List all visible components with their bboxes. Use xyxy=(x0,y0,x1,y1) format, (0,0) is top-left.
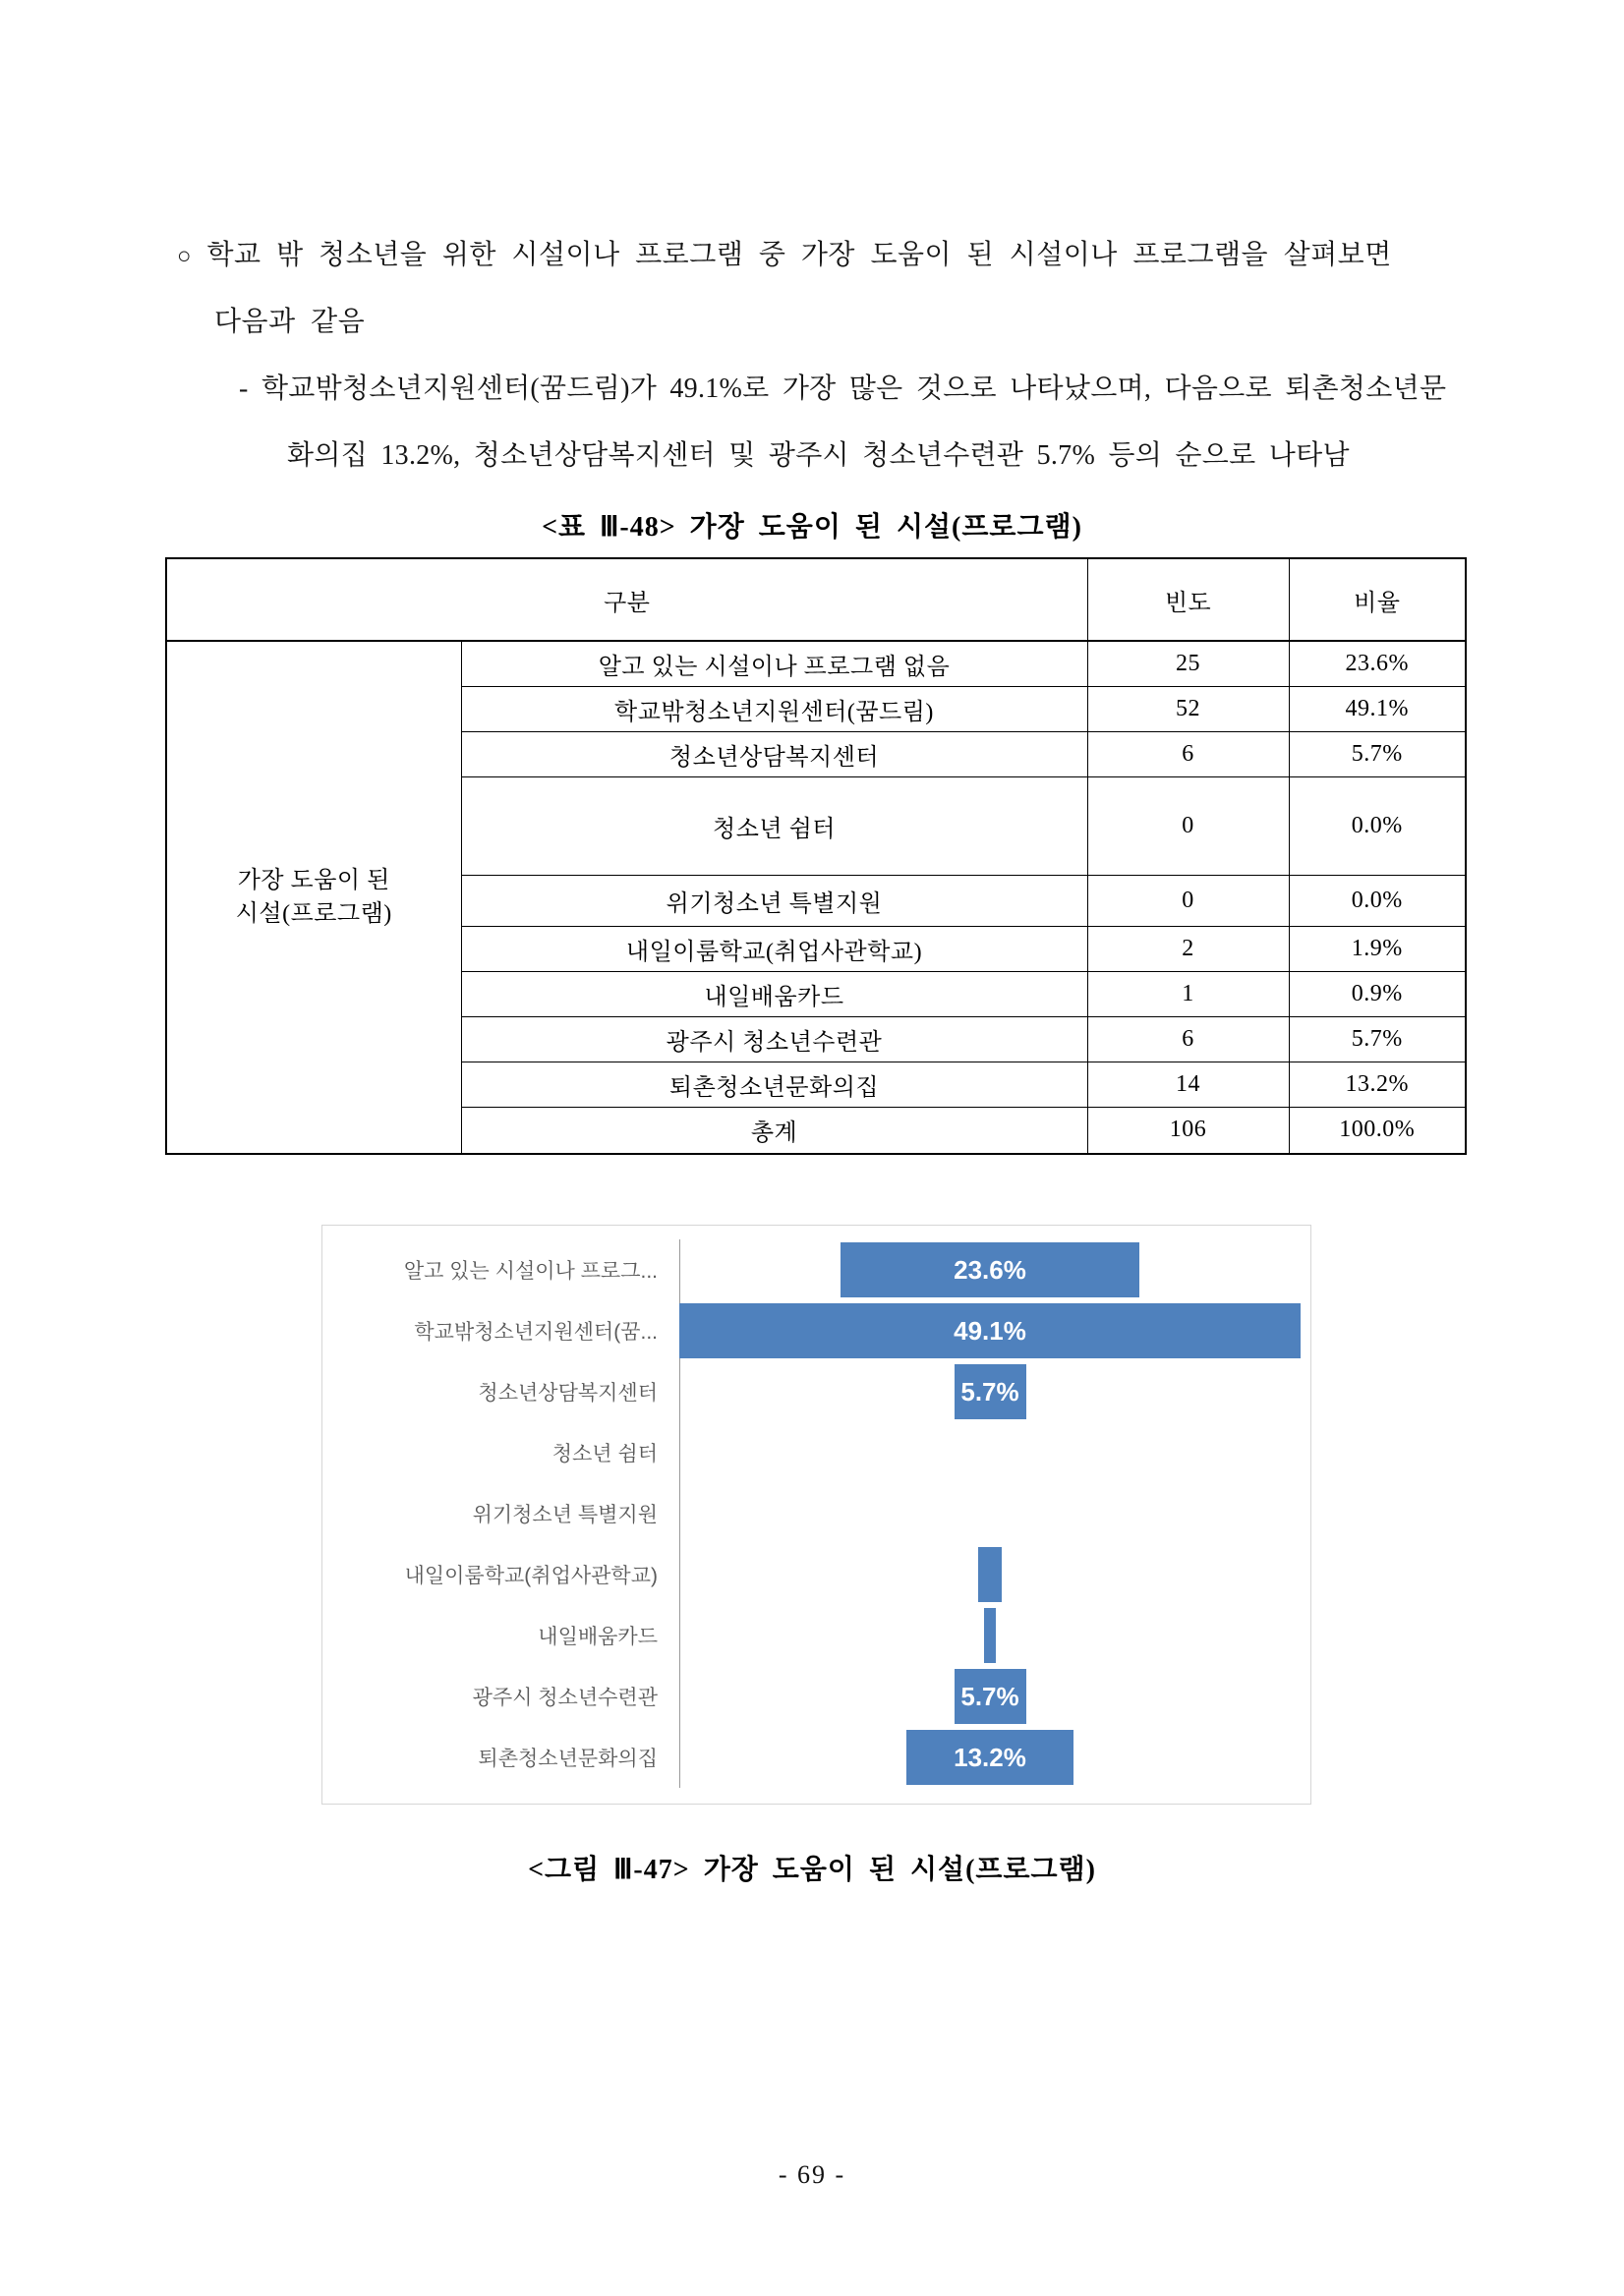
cell-ratio: 5.7% xyxy=(1289,731,1466,776)
chart-bar: 49.1% xyxy=(679,1303,1301,1358)
chart-bar: 23.6% xyxy=(841,1242,1139,1297)
cell-item: 알고 있는 시설이나 프로그램 없음 xyxy=(461,641,1087,686)
bar-chart xyxy=(321,1225,1311,1805)
cell-item: 내일이룸학교(취업사관학교) xyxy=(461,926,1087,971)
chart-bar: 5.7% xyxy=(955,1669,1026,1724)
intro-text-line-1: 학교 밖 청소년을 위한 시설이나 프로그램 중 가장 도움이 된 시설이나 프로그램을 살펴보면 xyxy=(206,240,1392,270)
chart-row xyxy=(322,1361,1310,1422)
chart-bar-area xyxy=(679,1727,1301,1788)
chart-bar-area xyxy=(679,1361,1301,1422)
cell-freq: 1 xyxy=(1087,971,1289,1016)
cell-freq: 25 xyxy=(1087,641,1289,686)
chart-category-label: 내일배움카드 xyxy=(538,1626,658,1648)
dash-icon: - xyxy=(239,373,249,404)
cell-ratio: 0.0% xyxy=(1289,776,1466,875)
intro-sub-line-1 xyxy=(239,370,1446,409)
header-freq: 빈도 xyxy=(1087,558,1289,641)
cell-freq: 6 xyxy=(1087,1016,1289,1062)
chart-row xyxy=(322,1422,1310,1483)
intro-bullet-line-2 xyxy=(214,303,365,342)
chart-bar-area xyxy=(679,1239,1301,1300)
cell-ratio: 0.0% xyxy=(1289,875,1466,926)
data-table xyxy=(165,557,1467,1155)
chart-category-label: 내일이룸학교(취업사관학교) xyxy=(404,1565,658,1587)
chart-row xyxy=(322,1544,1310,1605)
header-category: 구분 xyxy=(166,558,1087,641)
chart-category-label: 알고 있는 시설이나 프로그... xyxy=(403,1260,658,1283)
chart-bar: 5.7% xyxy=(955,1364,1026,1419)
chart-bar-area xyxy=(679,1544,1301,1605)
chart-bar-area xyxy=(679,1300,1301,1361)
cell-freq: 14 xyxy=(1087,1062,1289,1107)
cell-ratio: 13.2% xyxy=(1289,1062,1466,1107)
chart-row xyxy=(322,1605,1310,1666)
chart-bar: 13.2% xyxy=(906,1730,1073,1785)
cell-freq: 106 xyxy=(1087,1107,1289,1154)
intro-bullet-line-1 xyxy=(177,236,1392,276)
intro-sub-text-line-2: 화의집 13.2%, 청소년상담복지센터 및 광주시 청소년수련관 5.7% 등의 순으로 나타남 xyxy=(287,440,1350,471)
cell-item: 위기청소년 특별지원 xyxy=(461,875,1087,926)
cell-freq: 6 xyxy=(1087,731,1289,776)
cell-item: 청소년 쉼터 xyxy=(461,776,1087,875)
table-row xyxy=(166,641,1466,686)
chart-category-label: 위기청소년 특별지원 xyxy=(472,1504,658,1526)
intro-sub-line-2 xyxy=(287,436,1350,476)
table-title: <표 Ⅲ-48> 가장 도움이 된 시설(프로그램) xyxy=(542,512,1082,543)
chart-bar-area xyxy=(679,1605,1301,1666)
cell-freq: 2 xyxy=(1087,926,1289,971)
chart-category-label: 청소년 쉼터 xyxy=(551,1443,658,1465)
cell-item: 학교밖청소년지원센터(꿈드림) xyxy=(461,686,1087,731)
cell-item: 청소년상담복지센터 xyxy=(461,731,1087,776)
chart-row xyxy=(322,1300,1310,1361)
page-number: - 69 - xyxy=(778,2160,846,2189)
intro-sub-text-line-1: 학교밖청소년지원센터(꿈드림)가 49.1%로 가장 많은 것으로 나타났으며, 다음으로 퇴촌청소년문 xyxy=(261,373,1447,404)
cell-freq: 0 xyxy=(1087,776,1289,875)
cell-item: 내일배움카드 xyxy=(461,971,1087,1016)
cell-item: 퇴촌청소년문화의집 xyxy=(461,1062,1087,1107)
cell-item: 광주시 청소년수련관 xyxy=(461,1016,1087,1062)
chart-bar-area xyxy=(679,1422,1301,1483)
chart-row xyxy=(322,1239,1310,1300)
cell-ratio: 49.1% xyxy=(1289,686,1466,731)
cell-ratio: 5.7% xyxy=(1289,1016,1466,1062)
bullet-circle-icon: ○ xyxy=(177,244,192,269)
cell-ratio: 100.0% xyxy=(1289,1107,1466,1154)
cell-ratio: 0.9% xyxy=(1289,971,1466,1016)
chart-row xyxy=(322,1483,1310,1544)
cell-item: 총계 xyxy=(461,1107,1087,1154)
figure-caption: <그림 Ⅲ-47> 가장 도움이 된 시설(프로그램) xyxy=(528,1855,1096,1885)
cell-ratio: 1.9% xyxy=(1289,926,1466,971)
cell-freq: 0 xyxy=(1087,875,1289,926)
chart-category-label: 퇴촌청소년문화의집 xyxy=(478,1748,658,1770)
chart-row xyxy=(322,1666,1310,1727)
cell-ratio: 23.6% xyxy=(1289,641,1466,686)
chart-category-label: 학교밖청소년지원센터(꿈... xyxy=(414,1321,658,1344)
intro-text-line-2: 다음과 같음 xyxy=(214,307,366,337)
chart-category-label: 광주시 청소년수련관 xyxy=(472,1687,658,1709)
row-group-label: 가장 도움이 된 시설(프로그램) xyxy=(166,641,461,1154)
chart-row xyxy=(322,1727,1310,1788)
chart-bar xyxy=(984,1608,996,1663)
chart-category-label: 청소년상담복지센터 xyxy=(478,1382,658,1405)
chart-bar xyxy=(978,1547,1002,1602)
header-ratio: 비율 xyxy=(1289,558,1466,641)
cell-freq: 52 xyxy=(1087,686,1289,731)
table-header-row xyxy=(166,558,1466,641)
chart-bar-area xyxy=(679,1666,1301,1727)
chart-bar-area xyxy=(679,1483,1301,1544)
